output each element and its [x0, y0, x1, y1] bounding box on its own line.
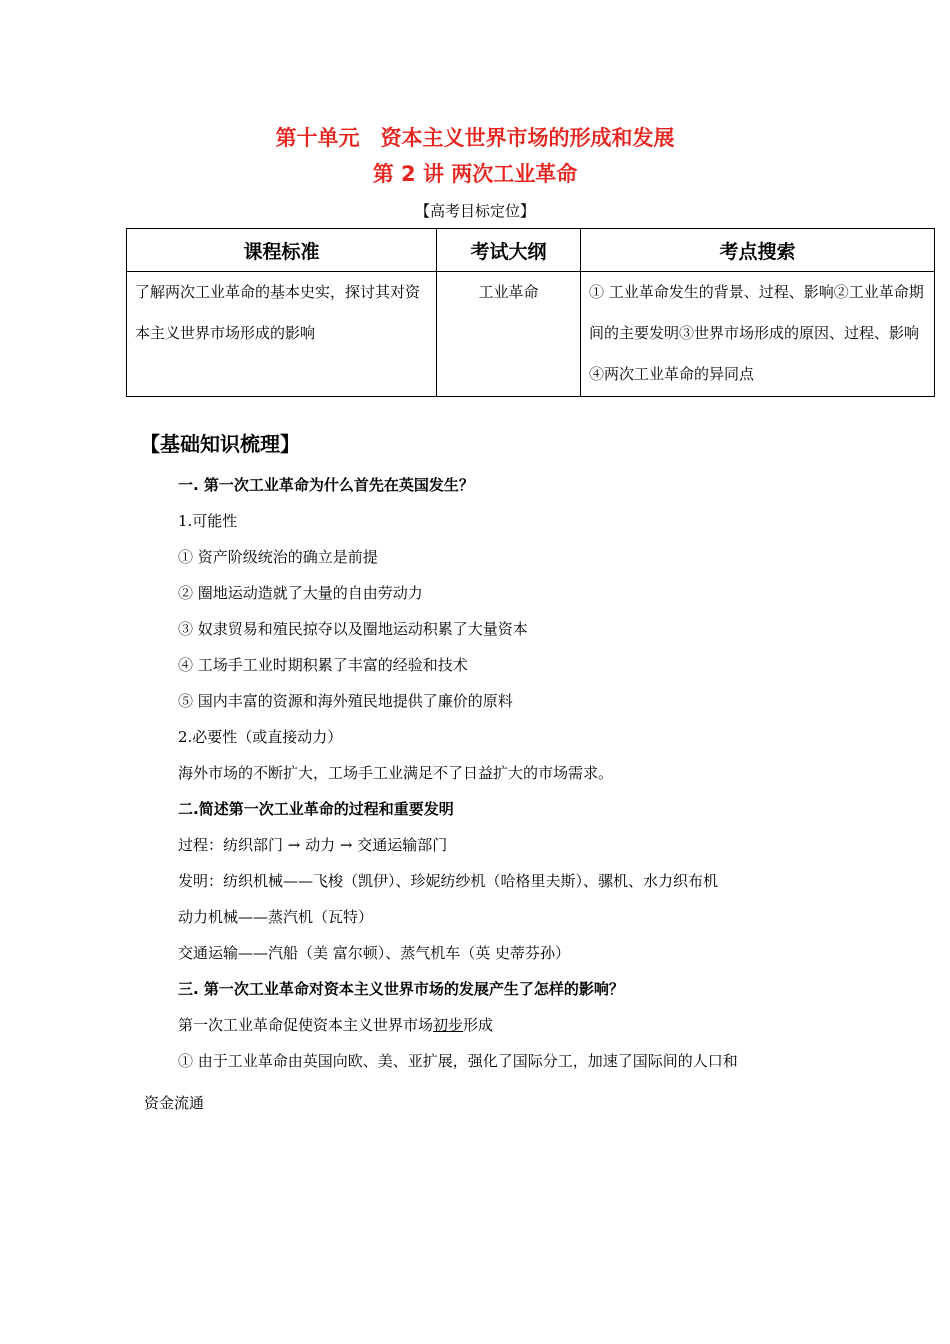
cell-syllabus: 工业革命	[437, 272, 581, 397]
impact-item-1-cont: 资金流通	[144, 1094, 205, 1112]
necessity-text: 海外市场的不断扩大，工场手工业满足不了日益扩大的市场需求。	[178, 764, 614, 782]
header-standard: 课程标准	[127, 229, 437, 272]
invention-textile: 发明：纺织机械——飞梭（凯伊）、珍妮纺纱机（哈格里夫斯）、骡机、水力织布机	[178, 872, 719, 890]
impact-text	[178, 1014, 493, 1035]
question-2: 二.简述第一次工业革命的过程和重要发明	[178, 800, 454, 818]
question-1: 一. 第一次工业革命为什么首先在英国发生？	[178, 476, 474, 494]
list-item: ④ 工场手工业时期积累了丰富的经验和技术	[178, 656, 468, 674]
list-item: ③ 奴隶贸易和殖民掠夺以及圈地运动积累了大量资本	[178, 620, 528, 638]
invention-transport: 交通运输——汽船（美 富尔顿）、蒸气机车（英 史蒂芬孙）	[178, 944, 571, 962]
curriculum-table	[126, 228, 935, 397]
table-row	[127, 272, 935, 397]
goal-label: 【高考目标定位】	[414, 202, 535, 220]
table-header-row	[127, 229, 935, 272]
header-syllabus: 考试大纲	[437, 229, 581, 272]
invention-power: 动力机械——蒸汽机（瓦特）	[178, 908, 374, 926]
impact-text-pre: 第一次工业革命促使资本主义世界市场	[178, 1016, 434, 1034]
impact-text-underlined: 初步	[433, 1016, 464, 1034]
lesson-title: 第 2 讲 两次工业革命	[372, 162, 578, 186]
cell-points: ① 工业革命发生的背景、过程、影响②工业革命期间的主要发明③世界市场形成的原因、过程、影响④两次工业革命的异同点	[581, 272, 935, 397]
list-item: ⑤ 国内丰富的资源和海外殖民地提供了廉价的原料	[178, 692, 513, 710]
impact-text-post: 形成	[463, 1016, 494, 1034]
list-item: ② 圈地运动造就了大量的自由劳动力	[178, 584, 423, 602]
question-3: 三. 第一次工业革命对资本主义世界市场的发展产生了怎样的影响？	[178, 980, 624, 998]
section-title: 【基础知识梳理】	[140, 432, 300, 456]
cell-standard: 了解两次工业革命的基本史实，探讨其对资本主义世界市场形成的影响	[127, 272, 437, 397]
header-points: 考点搜索	[581, 229, 935, 272]
impact-item-1: ① 由于工业革命由英国向欧、美、亚扩展，强化了国际分工，加速了国际间的人口和	[178, 1052, 738, 1070]
list-item: ① 资产阶级统治的确立是前提	[178, 548, 378, 566]
process-text: 过程：纺织部门 → 动力 → 交通运输部门	[178, 836, 448, 854]
heading-possibility: 1.可能性	[178, 512, 238, 530]
unit-title: 第十单元 资本主义世界市场的形成和发展	[275, 126, 675, 150]
heading-necessity: 2.必要性（或直接动力）	[178, 728, 343, 746]
